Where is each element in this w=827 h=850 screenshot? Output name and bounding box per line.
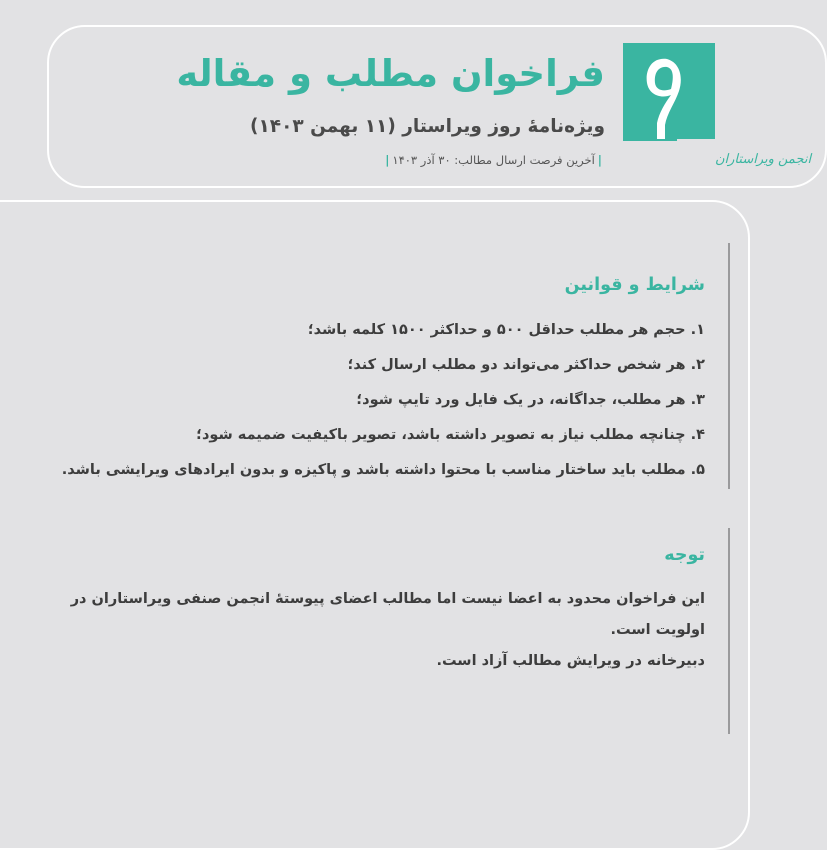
deadline-text [382,153,605,167]
note-title: توجه [664,545,705,565]
note-line-2: دبیرخانه در ویرایش مطالب آزاد است. [436,653,705,669]
deadline-bar-left: | [385,153,390,167]
accent-line-note [728,528,730,734]
rules-list [62,318,705,493]
page-title: فراخوان مطلب و مقاله [176,52,605,95]
list-item: ۲. هر شخص حداکثر می‌تواند دو مطلب ارسال کند؛ [347,357,705,373]
note-line-1: این فراخوان محدود به اعضا نیست اما مطالب اعضای پیوستهٔ انجمن صنفی ویراستاران در اولویت است. [70,591,705,638]
note-body [55,584,705,677]
list-item: ۱. حجم هر مطلب حداقل ۵۰۰ و حداکثر ۱۵۰۰ کلمه باشد؛ [307,322,705,338]
list-item: ۴. چنانچه مطلب نیاز به تصویر داشته باشد، تصویر باکیفیت ضمیمه شود؛ [196,427,705,443]
list-item: ۳. هر مطلب، جداگانه، در یک فایل ورد تایپ شود؛ [356,392,705,408]
accent-line-rules [728,243,730,489]
page-subtitle: ویژه‌نامهٔ روز ویراستار (۱۱ بهمن ۱۴۰۳) [250,116,605,137]
deadline-bar-right: | [597,153,602,167]
content-frame [0,200,750,850]
rules-title: شرایط و قوانین [564,275,705,295]
logo-text: انجمن ویراستاران [715,152,812,167]
list-item: ۵. مطلب باید ساختار مناسب با محتوا داشته باشد و پاکیزه و بدون ایرادهای ویرایشی باشد. [61,462,705,478]
deadline-label: آخرین فرصت ارسال مطالب: ۳۰ آذر ۱۴۰۳ [392,153,595,167]
virastaran-logo-icon [621,43,812,175]
